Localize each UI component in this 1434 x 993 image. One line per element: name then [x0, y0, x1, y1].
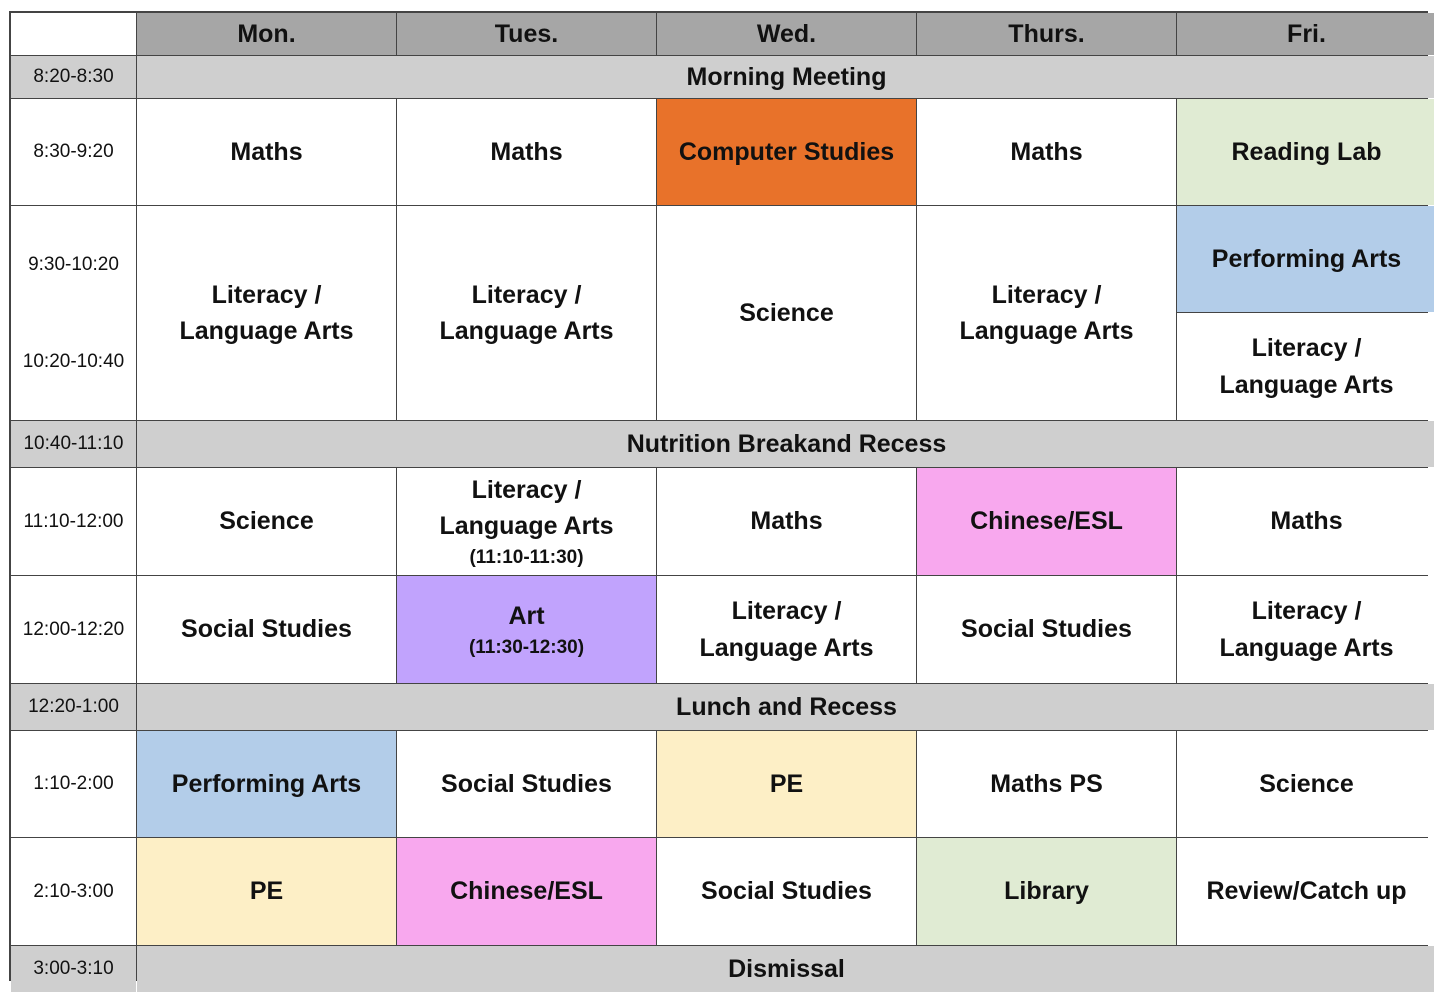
class-cell: [1177, 576, 1434, 683]
time-slot: 1:10-2:00: [11, 731, 136, 837]
class-label: Literacy /: [731, 597, 842, 626]
class-cell: PE: [657, 731, 916, 837]
class-label: Language Arts: [439, 317, 614, 345]
day-header-mon: Mon.: [137, 13, 396, 55]
time-label: 9:30-10:20: [28, 253, 119, 275]
class-label: Literacy /: [471, 475, 582, 504]
class-cell: Computer Studies: [657, 99, 916, 205]
class-cell: Science: [1177, 731, 1434, 837]
class-cell: Maths: [917, 99, 1176, 205]
class-label: Literacy /: [471, 280, 582, 309]
class-cell: [1177, 313, 1434, 420]
time-slot: 8:20-8:30: [11, 56, 136, 98]
class-cell: PE: [137, 838, 396, 945]
class-cell: Social Studies: [917, 576, 1176, 683]
class-cell: Chinese/ESL: [397, 838, 656, 945]
class-cell: Science: [137, 468, 396, 575]
class-label: Literacy /: [991, 280, 1102, 309]
class-cell: [657, 576, 916, 683]
class-label: Language Arts: [179, 317, 354, 345]
class-cell: Library: [917, 838, 1176, 945]
class-label: Language Arts: [439, 512, 614, 541]
time-slot: 2:10-3:00: [11, 838, 136, 945]
time-slot: 8:30-9:20: [11, 99, 136, 205]
class-label: Literacy /: [211, 280, 322, 309]
class-cell: Social Studies: [657, 838, 916, 945]
class-cell: Social Studies: [397, 731, 656, 837]
class-cell: Science: [657, 206, 916, 420]
class-label: Art: [508, 602, 545, 631]
class-time-note: (11:10-11:30): [469, 547, 584, 569]
time-label: 10:20-10:40: [22, 350, 125, 372]
time-slot: 12:00-12:20: [11, 576, 136, 683]
class-cell: Social Studies: [137, 576, 396, 683]
class-cell: Maths PS: [917, 731, 1176, 837]
time-slot: 10:40-11:10: [11, 421, 136, 467]
band-dismissal: Dismissal: [137, 946, 1434, 992]
band-lunch: Lunch and Recess: [137, 684, 1434, 730]
class-cell: Maths: [1177, 468, 1434, 575]
class-cell: Reading Lab: [1177, 99, 1434, 205]
class-cell: Performing Arts: [1177, 206, 1434, 312]
day-header-fri: Fri.: [1177, 13, 1434, 55]
time-slot: 3:00-3:10: [11, 946, 136, 992]
day-header-wed: Wed.: [657, 13, 916, 55]
class-cell: [397, 576, 656, 683]
class-cell: Maths: [657, 468, 916, 575]
class-cell: [917, 206, 1176, 420]
class-label: Literacy /: [1251, 334, 1362, 363]
class-cell: [397, 206, 656, 420]
time-slot-pair: [11, 206, 136, 420]
class-cell: [397, 468, 656, 575]
class-cell: Chinese/ESL: [917, 468, 1176, 575]
day-header-thu: Thurs.: [917, 13, 1176, 55]
class-label: Language Arts: [699, 633, 874, 662]
class-cell: Maths: [397, 99, 656, 205]
class-label: Language Arts: [959, 317, 1134, 345]
time-slot: 11:10-12:00: [11, 468, 136, 575]
band-nutrition-break: Nutrition Breakand Recess: [137, 421, 1434, 467]
class-label: Language Arts: [1219, 370, 1394, 399]
weekly-timetable: [9, 11, 1428, 981]
class-cell: Performing Arts: [137, 731, 396, 837]
class-label: Literacy /: [1251, 597, 1362, 626]
day-header-tue: Tues.: [397, 13, 656, 55]
corner-cell: [11, 13, 136, 55]
class-cell: Maths: [137, 99, 396, 205]
class-time-note: (11:30-12:30): [468, 637, 585, 659]
class-cell: Review/Catch up: [1177, 838, 1434, 945]
time-slot: 12:20-1:00: [11, 684, 136, 730]
class-cell: [137, 206, 396, 420]
band-morning-meeting: Morning Meeting: [137, 56, 1434, 98]
class-label: Language Arts: [1219, 633, 1394, 662]
